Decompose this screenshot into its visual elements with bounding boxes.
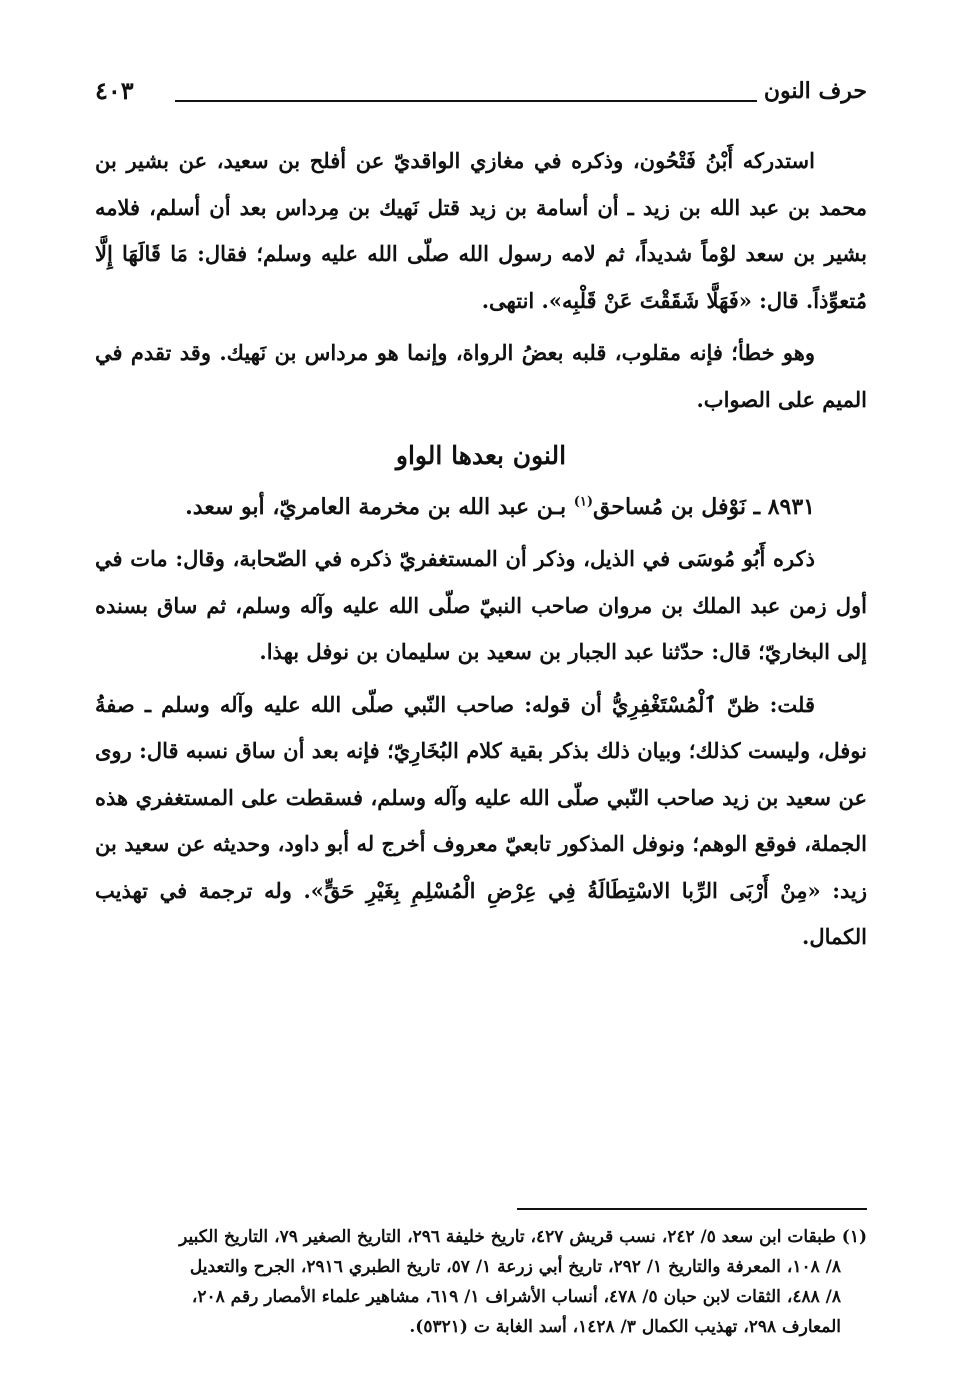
chapter-title: حرف النون bbox=[763, 78, 867, 104]
entry-lineage: بـن عبد الله بن مخرمة العامريّ، أبو سعد. bbox=[185, 493, 574, 520]
paragraph-2: وهو خطأ؛ فإنه مقلوب، قلبه بعضُ الرواة، وإنما هو مرداس بن نَهيك. وقد تقدم في الميم على الصواب. bbox=[95, 340, 867, 412]
entry-heading bbox=[95, 484, 867, 531]
running-header bbox=[95, 76, 867, 112]
paragraph-1: استدركه أَبْنُ فَتْحُون، وذكره في مغازي الواقديّ عن أفلح بن سعيد، عن بشير بن محمد بن عبد الله بن زيد ـ أن أسامة بن زيد قتل نَهيك بن مِرداس بعد أن أسلم، فلامه بشير بن سعد لوْماً شديداً، ثم لامه رسول الله صلّى الله عليه وسلم؛ فقال: مَا قَالَهَا إِلَّا مُتعوِّذاً. قال: «فَهَلَّا شَقَقْتَ عَنْ قَلْبِه». انتهى. bbox=[95, 148, 867, 313]
paragraph-3: ذكره أَبُو مُوسَى في الذيل، وذكر أن المستغفريّ ذكره في الصّحابة، وقال: مات في أول زمن عبد الملك بن مروان صاحب النبيّ صلّى الله عليه وآله وسلم، ثم ساق بسنده إلى البخاريّ؛ قال: حدّثنا عبد الجبار بن سعيد بن سليمان بن نوفل بهذا. bbox=[95, 546, 867, 664]
footnote-reference: (١) bbox=[573, 494, 594, 510]
footnote-line: ٨/ ١٠٨، المعرفة والتاريخ ١/ ٢٩٢، تاريخ أبي زرعة ١/ ٥٧، تاريخ الطبري ٢٩١٦، الجرح والتعديل bbox=[189, 1257, 841, 1277]
footnote-line: ٨/ ٤٨٨، الثقات لابن حبان ٥/ ٤٧٨، أنساب الأشراف ١/ ٦١٩، مشاهير علماء الأمصار رقم ٢٠٨، bbox=[191, 1287, 841, 1307]
paragraph-4: قلت: ظنّ ٱلْمُسْتَغْفِرِيُّ أن قوله: صاحب النّبي صلّى الله عليه وآله وسلم ـ صفةُ نوفل، وليست كذلك؛ وبيان ذلك بذكر بقية كلام البُخَارِيّ؛ فإنه بعد أن ساق نسبه قال: روى عن سعيد بن زيد صاحب النّبي صلّى الله عليه وآله وسلم، فسقطت على المستغفري هذه الجملة، فوقع الوهم؛ ونوفل المذكور تابعيّ معروف أخرج له أبو داود، وحديثه عن سعيد بن زيد: «مِنْ أَرْبَى الرِّبا الاسْتِطَالَةُ فِي عِرْضِ الْمُسْلِمِ بِغَيْرِ حَقٍّ». وله ترجمة في تهذيب الكمال. bbox=[95, 691, 867, 949]
footnote-rule bbox=[517, 1208, 867, 1210]
footnotes bbox=[95, 1222, 867, 1342]
header-rule bbox=[175, 100, 757, 102]
page-number: ٤٠٣ bbox=[95, 76, 134, 105]
entry-number-name: ٨٩٣١ ـ نَوْفل بن مُساحق bbox=[593, 493, 815, 520]
footnote-line: (١) طبقات ابن سعد ٥/ ٢٤٢، نسب قريش ٤٢٧، تاريخ خليفة ٢٩٦، التاريخ الصغير ٧٩، التاريخ الكبير bbox=[179, 1227, 867, 1247]
section-heading: النون بعدها الواو bbox=[395, 441, 567, 470]
main-text bbox=[95, 138, 867, 961]
footnote-line: المعارف ٢٩٨، تهذيب الكمال ٣/ ١٤٢٨، أسد الغابة ت (٥٣٢١). bbox=[409, 1317, 841, 1337]
